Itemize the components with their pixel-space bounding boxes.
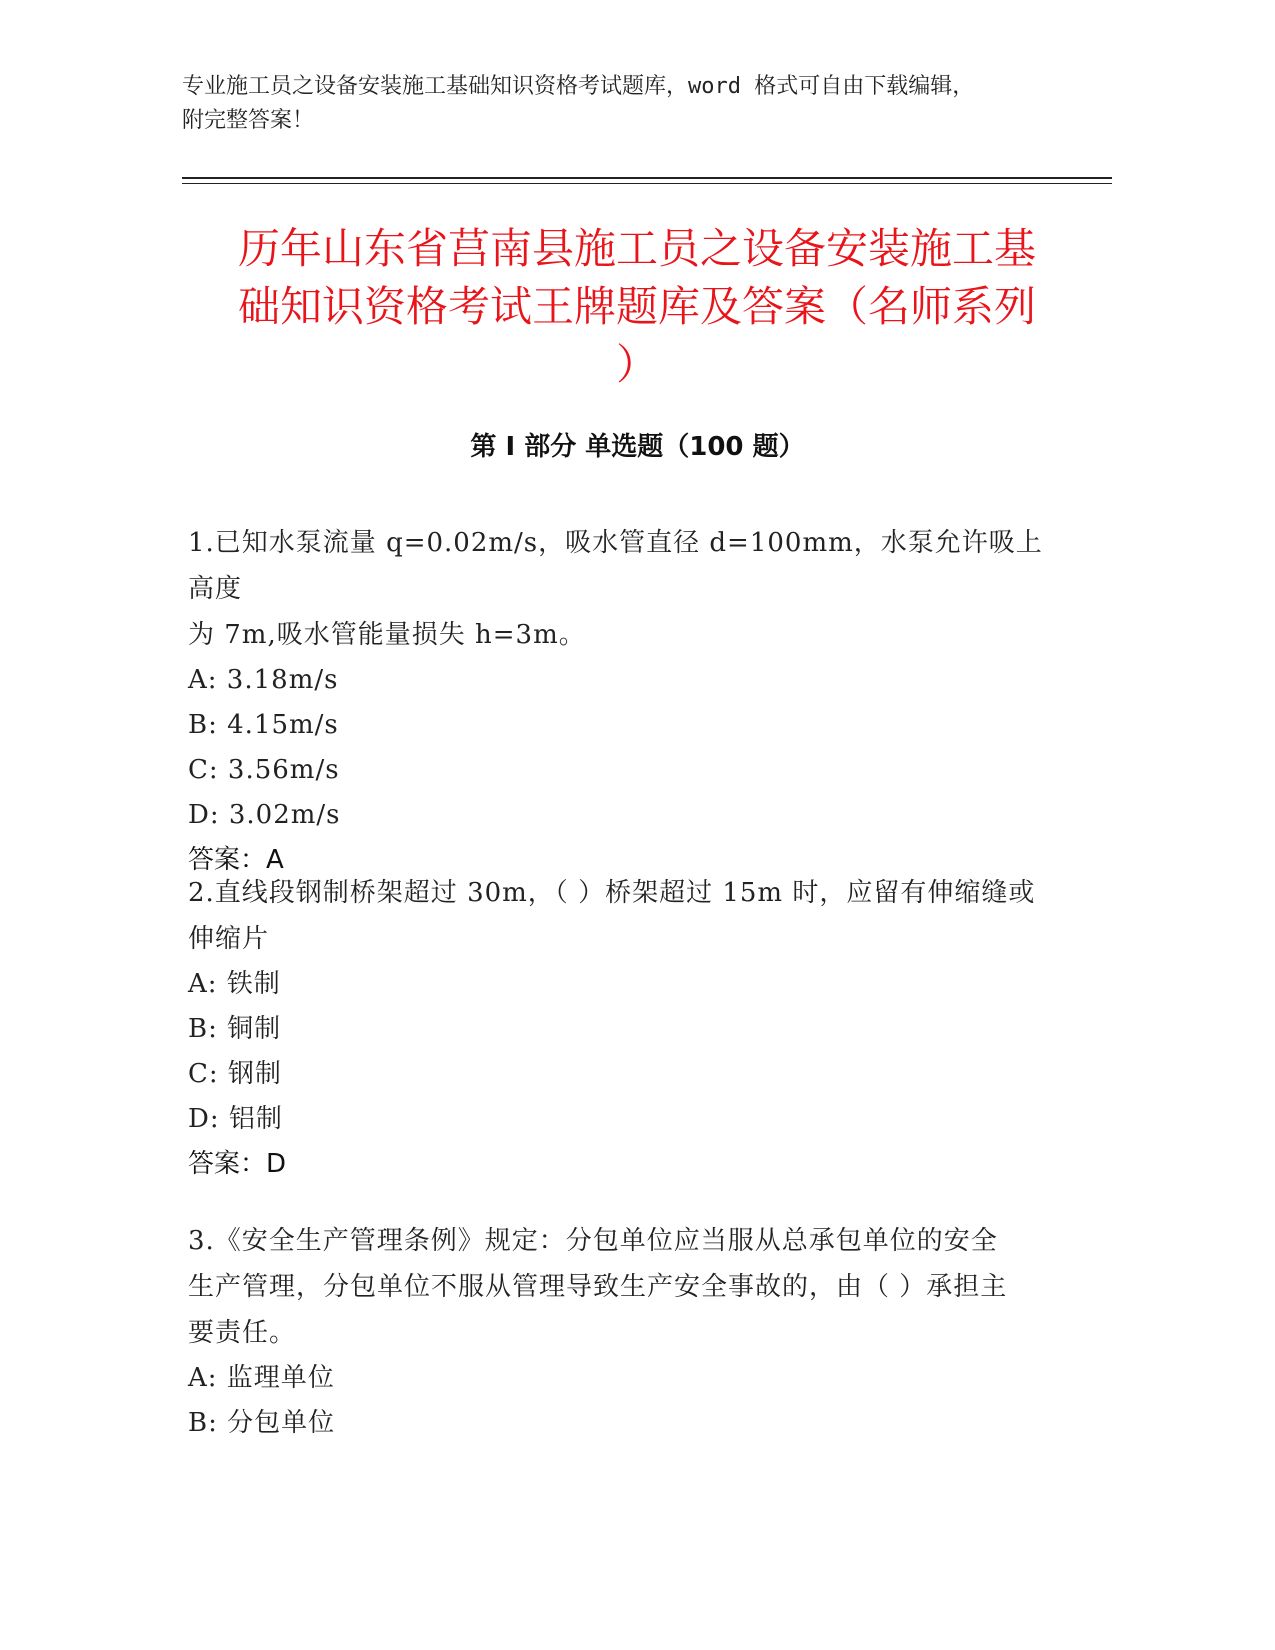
option-a: A: 铁制 — [188, 969, 281, 999]
option-b: B: 4.15m/s — [188, 710, 339, 740]
question-2 — [188, 870, 1068, 1187]
question-3 — [188, 1218, 1068, 1446]
question-stem-line: 伸缩片 — [188, 924, 270, 954]
section-heading: 第 I 部分 单选题（100 题） — [470, 432, 805, 462]
header-note-line-1: 专业施工员之设备安装施工基础知识资格考试题库，word 格式可自由下载编辑， — [182, 74, 975, 99]
header-divider-thick — [182, 177, 1112, 179]
option-c: C: 钢制 — [188, 1059, 282, 1089]
title-line-3: ） — [615, 340, 658, 389]
option-b: B: 铜制 — [188, 1014, 282, 1044]
question-stem-line: 要责任。 — [188, 1318, 297, 1348]
title-line-1: 历年山东省莒南县施工员之设备安装施工基 — [237, 224, 1036, 273]
question-stem-line: 生产管理，分包单位不服从管理导致生产安全事故的，由（ ）承担主 — [188, 1272, 1008, 1302]
option-d: D: 3.02m/s — [188, 800, 341, 830]
option-c: C: 3.56m/s — [188, 755, 340, 785]
question-stem-line: 2.直线段钢制桥架超过 30m，（ ）桥架超过 15m 时，应留有伸缩缝或 — [188, 878, 1036, 908]
option-d: D: 铝制 — [188, 1104, 283, 1134]
option-a: A: 3.18m/s — [188, 665, 339, 695]
question-stem-line: 1.已知水泵流量 q=0.02m/s，吸水管直径 d=100mm，水泵允许吸上高度 — [188, 528, 1043, 604]
header-note-line-2: 附完整答案！ — [182, 108, 315, 133]
answer-label: 答案：A — [188, 845, 284, 875]
document-title — [182, 220, 1092, 394]
header-divider-thin — [182, 183, 1112, 184]
title-line-2: 础知识资格考试王牌题库及答案（名师系列 — [237, 282, 1036, 331]
option-b: B: 分包单位 — [188, 1408, 336, 1438]
document-header-note — [182, 70, 1082, 138]
option-a: A: 监理单位 — [188, 1363, 335, 1393]
answer-label: 答案：D — [188, 1149, 287, 1179]
question-1 — [188, 520, 1068, 883]
question-stem-line: 3.《安全生产管理条例》规定：分包单位应当服从总承包单位的安全 — [188, 1226, 998, 1256]
question-stem-line: 为 7m,吸水管能量损失 h=3m。 — [188, 620, 586, 650]
